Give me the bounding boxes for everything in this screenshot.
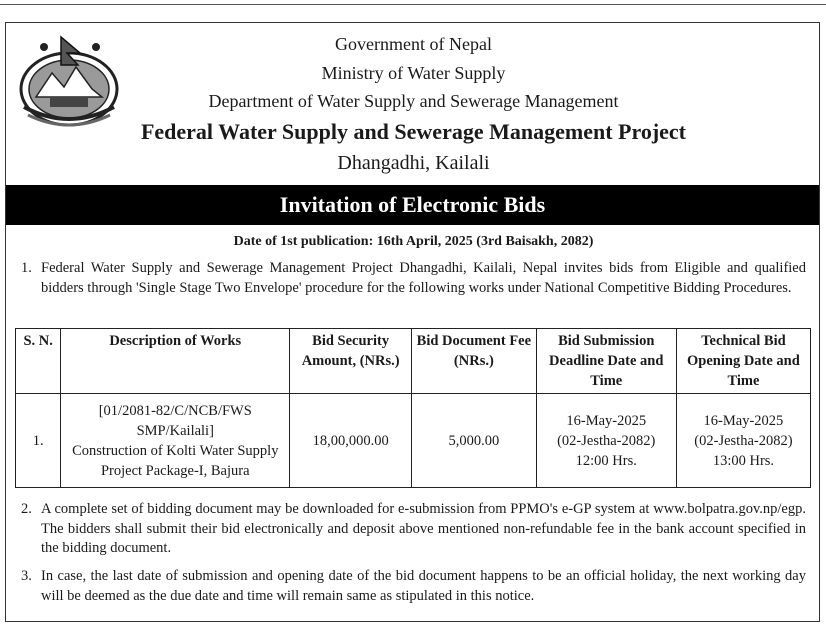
header-department: Department of Water Supply and Sewerage Management	[208, 91, 619, 111]
col-header-submission: Bid Submission Deadline Date and Time	[536, 329, 676, 394]
paragraph-number: 1.	[21, 260, 32, 276]
paragraph-number: 2.	[21, 501, 32, 517]
col-header-sn: S. N.	[16, 329, 61, 394]
cell-security: 18,00,000.00	[290, 394, 412, 488]
header-project: Federal Water Supply and Sewerage Management Project	[140, 119, 687, 144]
cell-submission	[536, 394, 676, 488]
cell-fee: 5,000.00	[412, 394, 537, 488]
table-header-row	[16, 329, 811, 394]
submission-nepali-date: (02-Jestha-2082)	[557, 432, 656, 449]
col-header-fee: Bid Document Fee (NRs.)	[412, 329, 537, 394]
paragraph-3	[21, 567, 806, 606]
submission-time: 12:00 Hrs.	[575, 452, 637, 469]
work-title: Construction of Kolti Water Supply Project Package-I, Bajura	[72, 442, 279, 479]
header-location: Dhangadhi, Kailali	[337, 152, 490, 174]
cell-opening	[676, 394, 810, 488]
col-header-opening: Technical Bid Opening Date and Time	[676, 329, 810, 394]
col-header-description: Description of Works	[61, 329, 290, 394]
paragraph-number: 3.	[21, 568, 32, 584]
header-government: Government of Nepal	[335, 34, 492, 54]
opening-nepali-date: (02-Jestha-2082)	[694, 432, 793, 449]
paragraph-2	[21, 500, 806, 559]
cell-description	[61, 394, 290, 488]
col-header-security: Bid Security Amount, (NRs.)	[290, 329, 412, 394]
paragraph-1	[21, 259, 806, 298]
bid-table	[15, 328, 811, 488]
submission-date: 16-May-2025	[566, 412, 647, 429]
opening-date: 16-May-2025	[703, 412, 784, 429]
paragraph-text: A complete set of bidding document may be downloaded for e-submission from PPMO's e-GP system at www.bolpatra.gov.np/egp. The bidders shall submit their bid electronically and deposit above mentioned non-refundable fee in the bank account specified in the bidding document.	[41, 501, 806, 556]
header-ministry: Ministry of Water Supply	[321, 63, 506, 83]
top-rule	[0, 4, 826, 5]
table-row	[16, 394, 811, 488]
paragraph-text: Federal Water Supply and Sewerage Management Project Dhangadhi, Kailali, Nepal invites bids from Eligible and qualified bidders through 'Single Stage Two Envelope' procedure for the following works under National Competitive Bidding Procedures.	[41, 260, 806, 296]
opening-time: 13:00 Hrs.	[712, 452, 775, 469]
notice-frame	[5, 22, 820, 622]
work-code: [01/2081-82/C/NCB/FWSSMP/Kailali]	[98, 402, 252, 439]
cell-sn: 1.	[16, 394, 61, 488]
notice-title-banner: Invitation of Electronic Bids	[6, 185, 819, 225]
paragraph-text: In case, the last date of submission and opening date of the bid document happens to be an official holiday, the next working day will be deemed as the due date and time will remain same as stipulated in this notice.	[41, 568, 806, 604]
publication-date: Date of 1st publication: 16th April, 2025 (3rd Baisakh, 2082)	[233, 234, 594, 249]
